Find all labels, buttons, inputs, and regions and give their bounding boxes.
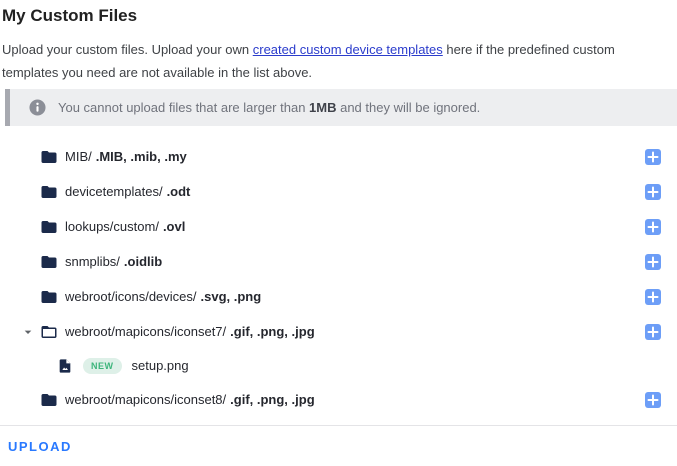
folder-path: lookups/custom/: [65, 219, 159, 234]
description: [2, 38, 662, 84]
row-label: [65, 392, 315, 407]
row-label: [65, 289, 261, 304]
chevron-slot: [20, 392, 40, 408]
notice-text-before: You cannot upload files that are larger than: [58, 100, 310, 115]
row-label: [65, 184, 190, 199]
page-title: My Custom Files: [2, 6, 138, 25]
folder-extensions: .gif, .png, .jpg: [230, 392, 315, 407]
plus-icon: [647, 221, 659, 233]
add-file-button[interactable]: [645, 149, 661, 165]
header: [0, 0, 677, 84]
divider: [0, 425, 677, 426]
folder-path: snmplibs/: [65, 254, 120, 269]
folder-extensions: .MIB, .mib, .my: [95, 149, 187, 164]
row-label: [65, 149, 187, 164]
chevron-down-icon: [20, 324, 36, 340]
chevron-slot: [20, 184, 40, 200]
new-badge: NEW: [83, 358, 122, 374]
tree-row-webroot-mapicons-iconset7[interactable]: [0, 314, 677, 349]
chevron-slot: [20, 219, 40, 235]
chevron-slot: [20, 254, 40, 270]
plus-icon: [647, 151, 659, 163]
tree-row-mib[interactable]: [0, 139, 677, 174]
folder-extensions: .oidlib: [123, 254, 163, 269]
folder-path: webroot/icons/devices/: [65, 289, 197, 304]
chevron-slot: [20, 289, 40, 305]
created-custom-device-templates-link[interactable]: created custom device templates: [252, 42, 443, 57]
add-file-button[interactable]: [645, 324, 661, 340]
add-file-button[interactable]: [645, 184, 661, 200]
folder-extensions: .ovl: [162, 219, 186, 234]
plus-icon: [647, 394, 659, 406]
image-file-icon: [57, 358, 73, 374]
plus-icon: [647, 186, 659, 198]
folder-icon: [40, 253, 58, 271]
folder-path: webroot/mapicons/iconset8/: [65, 392, 227, 407]
description-after-link: here if the predefined custom templates you need are not available in the list above.: [2, 42, 615, 80]
folder-icon: [40, 218, 58, 236]
row-label: [65, 219, 185, 234]
plus-icon: [647, 256, 659, 268]
info-banner: [5, 89, 677, 126]
add-file-button[interactable]: [645, 392, 661, 408]
row-label: [65, 254, 162, 269]
folder-icon: [40, 183, 58, 201]
tree-row-snmplibs[interactable]: [0, 244, 677, 279]
tree-row-webroot-icons-devices[interactable]: [0, 279, 677, 314]
upload-button[interactable]: UPLOAD: [8, 439, 72, 454]
folder-extensions: .svg, .png: [200, 289, 262, 304]
description-before-link: Upload your custom files. Upload your own: [2, 42, 253, 57]
folder-icon: [40, 288, 58, 306]
add-file-button[interactable]: [645, 254, 661, 270]
plus-icon: [647, 291, 659, 303]
add-file-button[interactable]: [645, 219, 661, 235]
info-icon: [29, 99, 46, 116]
plus-icon: [647, 326, 659, 338]
file-name: setup.png: [131, 358, 189, 373]
chevron-slot[interactable]: [20, 324, 40, 340]
tree-row-lookups-custom[interactable]: [0, 209, 677, 244]
folder-extensions: .odt: [166, 184, 191, 199]
notice-bold: 1MB: [309, 100, 337, 115]
folder-path: MIB/: [65, 149, 92, 164]
folder-path: devicetemplates/: [65, 184, 163, 199]
add-file-button[interactable]: [645, 289, 661, 305]
notice-text: [58, 100, 480, 115]
tree-row-webroot-mapicons-iconset8[interactable]: [0, 382, 677, 417]
banner-accent-bar: [5, 89, 10, 126]
folder-icon: [40, 148, 58, 166]
folder-open-icon: [40, 323, 58, 341]
tree-row-devicetemplates[interactable]: [0, 174, 677, 209]
tree-file-row-setup-png[interactable]: [0, 349, 677, 382]
folder-extensions: .gif, .png, .jpg: [230, 324, 315, 339]
folder-path: webroot/mapicons/iconset7/: [65, 324, 227, 339]
notice-text-after: and they will be ignored.: [336, 100, 481, 115]
folder-icon: [40, 391, 58, 409]
chevron-slot: [20, 149, 40, 165]
file-tree: [0, 139, 677, 417]
row-label: [65, 324, 315, 339]
